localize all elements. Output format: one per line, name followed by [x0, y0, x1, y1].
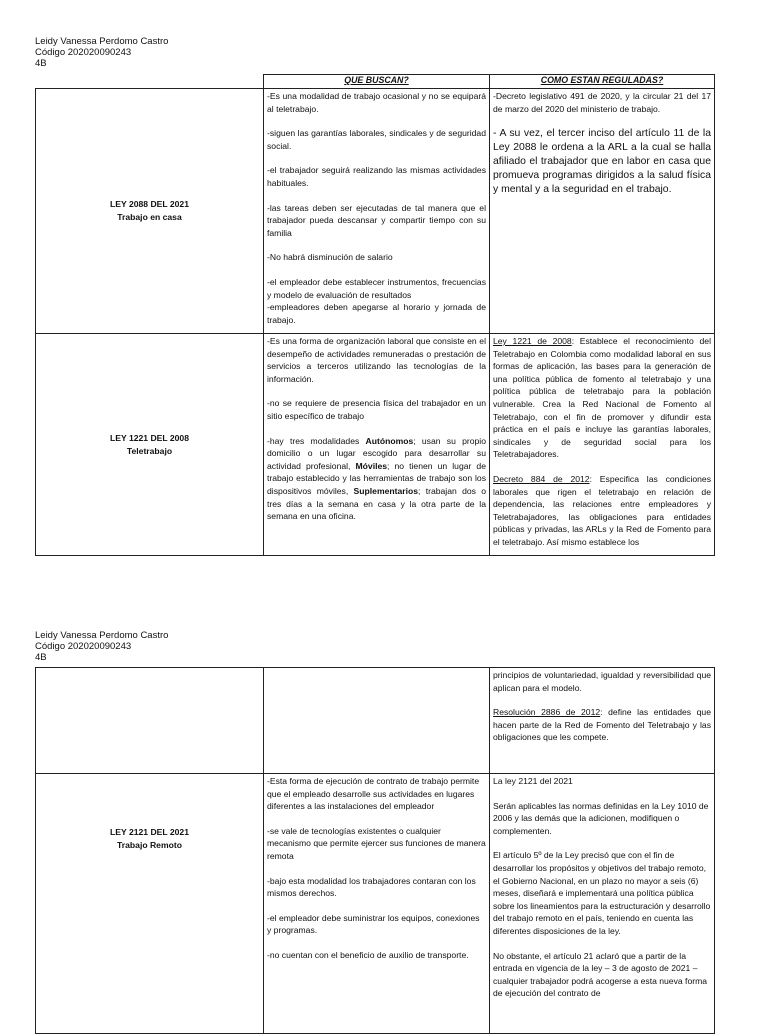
que-buscan-cell: [264, 89, 490, 334]
list-item: -No habrá disminución de salario: [267, 252, 393, 263]
list-item: -empleadores deben apegarse al horario y jornada de trabajo.: [267, 302, 486, 325]
list-item: -Es una forma de organización laboral que consiste en el desempeño de actividades remuneradas o prestación de servicios a terceros utilizando las tecnologías de la información.: [267, 336, 486, 384]
page1-header: [35, 36, 168, 69]
list-item: -el empleador debe suministrar los equipos, conexiones y programas.: [267, 912, 480, 936]
law-title: LEY 2121 DEL 2021: [110, 827, 189, 837]
como-estan-reguladas-cell: [490, 774, 715, 1034]
como-estan-reguladas-cell: [490, 668, 715, 774]
law-cell: [36, 89, 264, 334]
list-item: Ley 1221 de 2008: Establece el reconocimiento del Teletrabajo en Colombia como modalidad laboral en sus formas de aplicación, las bases para la generación de una política pública de fomento al teletrabajo y una política pública de teletrabajo para la población vulnerable. Crea la Red Nacional de Fomento al Teletrabajo, con el fin de promover y difundir esta práctica en el país e incluye las garantías laborales, sindicales y de seguridad social para los Teletrabajadores.: [493, 336, 711, 460]
column-header-como-estan-reguladas: COMO ESTAN REGULADAS?: [490, 75, 715, 89]
student-name: Leidy Vanessa Perdomo Castro: [35, 630, 169, 641]
column-header-que-buscan: QUE BUSCAN?: [264, 75, 490, 89]
list-item: -Decreto legislativo 491 de 2020, y la circular 21 del 17 de marzo del 2020 del ministerio de trabajo.: [493, 91, 711, 114]
list-item: -siguen las garantías laborales, sindicales y de seguridad social.: [267, 128, 486, 151]
list-item: -se vale de tecnologías existentes o cualquier mecanismo que permite ejercer sus funciones de manera remota: [267, 825, 486, 861]
law-reference: Ley 1221 de 2008: [493, 336, 572, 346]
table-row: [36, 774, 715, 1034]
list-item: El artículo 5º de la Ley precisó que con el fin de desarrollar los propósitos y objetivos del trabajo remoto, el Gobierno Nacional, en un plazo no mayor a seis (6) meses, diseñará e implementará una política pública sobre los lineamientos para la estructuración y desarrollo del trabajo remoto en el país, teniendo en cuenta las diferentes disposiciones de la ley.: [493, 850, 711, 936]
law-subtitle: Teletrabajo: [126, 445, 173, 456]
como-estan-reguladas-cell: [490, 334, 715, 556]
table-row: [36, 89, 715, 334]
group-label: 4B: [35, 58, 47, 69]
list-item: -las tareas deben ser ejecutadas de tal manera que el trabajador pueda descansar y compartir tiempo con su familia: [267, 202, 486, 238]
list-item: principios de voluntariedad, igualdad y reversibilidad que aplican para el modelo.: [493, 670, 711, 693]
law-table-page2: [35, 667, 715, 1034]
que-buscan-cell: [264, 774, 490, 1034]
student-code: Código 202020090243: [35, 47, 132, 58]
list-item: No obstante, el artículo 21 aclaró que a partir de la entrada en vigencia de la ley – 3 de agosto de 2021 – cualquier trabajador podrá acogerse a esta nueva forma de ejecución del contrato de: [493, 950, 708, 999]
law-subtitle: Trabajo Remoto: [117, 839, 182, 850]
table-row: [36, 668, 715, 774]
list-item: Decreto 884 de 2012: Especifica las condiciones laborales que rigen el teletrabajo en relación de dependencia, las relaciones entre empleadores y Teletrabajadores, las obligaciones para entidades públicas y privadas, las ARLs y la Red de Fomento para el teletrabajo. Así mismo establece los: [493, 473, 711, 547]
law-title: LEY 2088 DEL 2021: [110, 199, 189, 210]
list-item: La ley 2121 del 2021: [493, 776, 573, 786]
como-estan-reguladas-cell: [490, 89, 715, 334]
law-reference: Decreto 884 de 2012: [493, 473, 590, 484]
law-cell: [36, 774, 264, 1034]
list-item: -bajo esta modalidad los trabajadores contaran con los mismos derechos.: [267, 875, 476, 899]
law-subtitle: Trabajo en casa: [117, 212, 182, 222]
page2-header: [35, 630, 168, 663]
table-row: [36, 334, 715, 556]
list-item: -no cuentan con el beneficio de auxilio de transporte.: [267, 949, 469, 960]
list-item: -Esta forma de ejecución de contrato de trabajo permite que el empleado desarrolle sus actividades en lugares diferentes a las instalaciones del empleador: [267, 776, 480, 812]
group-label: 4B: [35, 652, 47, 663]
list-item: -no se requiere de presencia física del trabajador en un sitio específico de trabajo: [267, 398, 486, 421]
que-buscan-cell: [264, 334, 490, 556]
list-item: Resolución 2886 de 2012: define las entidades que hacen parte de la Red de Fomento del Teletrabajo y las obligaciones que les compete.: [493, 707, 711, 743]
student-name: Leidy Vanessa Perdomo Castro: [35, 36, 169, 47]
law-table-page1: [35, 74, 715, 556]
law-title: LEY 1221 DEL 2008: [110, 432, 189, 443]
list-item: Serán aplicables las normas definidas en la Ley 1010 de 2006 y las demás que la adicionen, modifiquen o complementen.: [493, 800, 709, 836]
list-item: -Es una modalidad de trabajo ocasional y no se equipará al teletrabajo.: [267, 91, 486, 114]
law-cell: [36, 334, 264, 556]
list-item: -hay tres modalidades Autónomos; usan su propio domicilio o un lugar escogido para desarrollar su actividad profesional, Móviles; no tienen un lugar de trabajo establecido y las herramientas de trabajo son los dispositivos móviles, Suplementarios; trabajan dos o tres días a la semana en casa y la otra parte de la semana en una oficina.: [267, 435, 487, 522]
law-reference: Resolución 2886 de 2012: [493, 707, 601, 718]
student-code: Código 202020090243: [35, 641, 132, 652]
list-item: -el trabajador seguirá realizando las mismas actividades habituales.: [267, 165, 486, 188]
list-item: -el empleador debe establecer instrumentos, frecuencias y modelo de evaluación de resultados: [267, 276, 486, 300]
list-item: - A su vez, el tercer inciso del artículo 11 de la Ley 2088 le ordena a la ARL a la cual se halla afiliado el trabajador que en labor en casa que promueva programas dirigidos a la salud física y mental y a la seguridad en el trabajo.: [493, 128, 711, 196]
